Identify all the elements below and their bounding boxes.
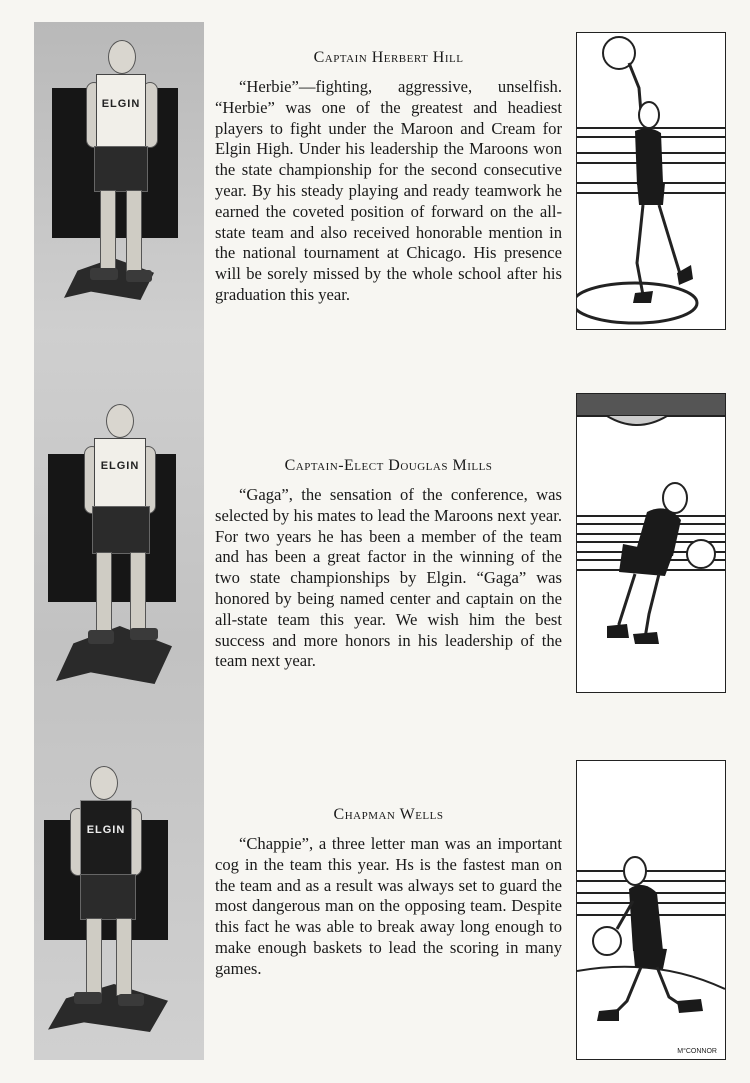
player-photo-herbert-hill [34, 30, 204, 320]
player-figure [34, 398, 204, 698]
jersey [94, 438, 146, 512]
player-photo-douglas-mills [34, 398, 204, 698]
left-shoe [90, 268, 118, 280]
cartoon-player-dribbling [576, 393, 726, 693]
left-leg [86, 918, 102, 996]
right-leg [126, 190, 142, 272]
cartoon-player-shooting [576, 32, 726, 330]
player-figure [34, 30, 204, 320]
article-body: “Gaga”, the sensation of the conference, was selected by his mates to lead the Maroons next year. For two years he has been a member of the team and has been a great factor in the winning of the two state championships by Elgin. “Gaga” was honored by being named center and captain on the all-state team this year. We wish him the best success and more honors in his leadership of the team next year. [215, 485, 562, 671]
jersey-text: ELGIN [100, 460, 140, 472]
jersey [80, 800, 132, 878]
article-title: Captain-Elect Douglas Mills [284, 457, 493, 474]
head [90, 766, 118, 800]
article-body: “Chappie”, a three letter man was an important cog in the team this year. Hs is the fastest man on the team and as a result was always set to guard the most dangerous man on the opposing team. Despite this fact he was able to break away long enough to make enough baskets to lead the scoring in many games. [215, 834, 562, 978]
article-herbert-hill [215, 49, 562, 306]
right-shoe [130, 628, 158, 640]
article-douglas-mills [215, 457, 562, 672]
shorts [80, 874, 136, 920]
jersey-text: ELGIN [101, 98, 141, 110]
shorts [92, 506, 150, 554]
left-leg [96, 552, 112, 634]
left-leg [100, 190, 116, 272]
shorts [94, 146, 148, 192]
article-body: “Herbie”—fighting, aggressive, unselfish. “Herbie” was one of the greatest and headiest players to fight under the Maroon and Cream for Elgin High. Under his leadership the Maroons won the state championship for the second consecutive year. By his steady playing and ready teamwork he earned the coveted position of forward on the all-state team and also received honorable mention in the national tournament at Chicago. His presence will be sorely missed by the whole school after his graduation this year. [215, 77, 562, 304]
left-shoe [88, 630, 114, 644]
player-figure [34, 758, 204, 1048]
right-shoe [126, 270, 152, 282]
article-title: Chapman Wells [333, 806, 444, 823]
cartoon-drawing [577, 761, 725, 1059]
head [108, 40, 136, 74]
jersey [96, 74, 146, 148]
left-shoe [74, 992, 102, 1004]
right-leg [130, 552, 146, 634]
cartoon-drawing [577, 33, 725, 329]
player-photo-chapman-wells [34, 758, 204, 1048]
jersey-text: ELGIN [86, 824, 126, 836]
article-title: Captain Herbert Hill [313, 49, 464, 66]
cartoon-drawing [577, 394, 725, 692]
right-shoe [118, 994, 144, 1006]
article-chapman-wells [215, 806, 562, 980]
cartoon-player-running [576, 760, 726, 1060]
cartoon-signature: M°CONNOR [677, 1048, 717, 1055]
right-leg [116, 918, 132, 996]
head [106, 404, 134, 438]
